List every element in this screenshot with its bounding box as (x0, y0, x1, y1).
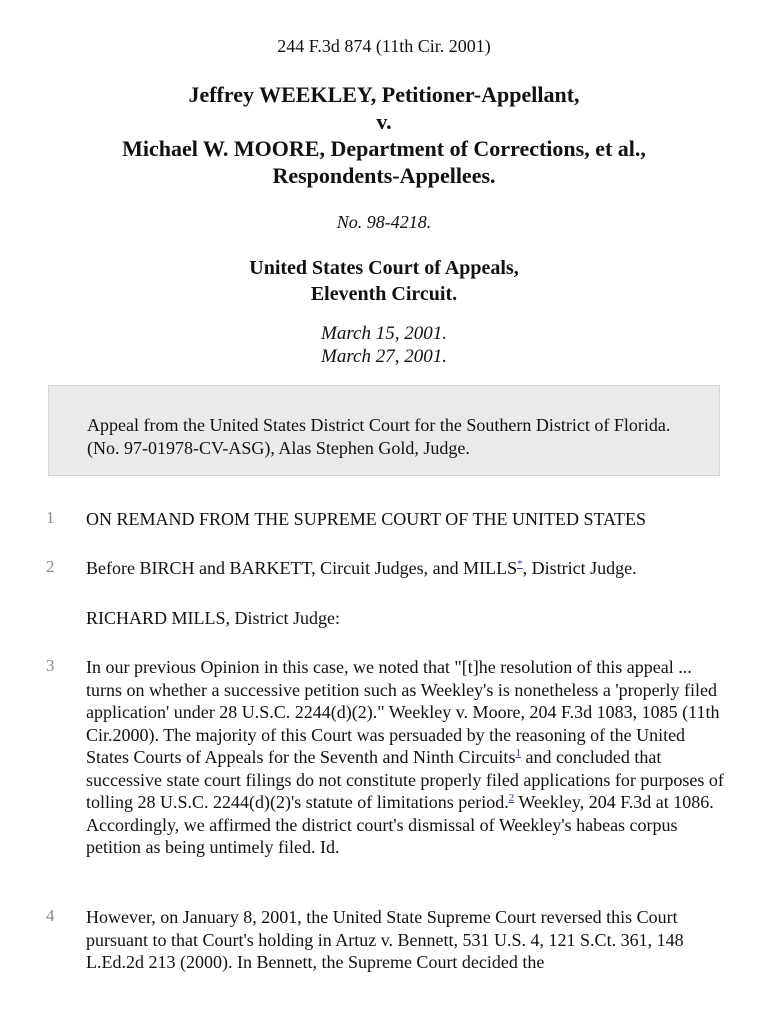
date-1: March 15, 2001. (321, 323, 447, 344)
court-line-2: Eleventh Circuit. (310, 283, 458, 305)
paragraph-3 (86, 656, 726, 859)
title-respondent-role: Respondents-Appellees. (272, 163, 496, 188)
paragraph-number-1: 1 (46, 508, 55, 527)
paragraph-2 (86, 557, 726, 580)
paragraph-2-text-before: Before BIRCH and BARKETT, Circuit Judges, and MILLS (86, 558, 518, 578)
title-respondent: Michael W. MOORE, Department of Corrections, et al., (122, 136, 646, 161)
title-petitioner: Jeffrey WEEKLEY, Petitioner-Appellant, (188, 82, 580, 107)
appeal-text: Appeal from the United States District Court for the Southern District of Florida. (No. 97-01978-CV-ASG), Alas Stephen Gold, Judge. (87, 415, 671, 458)
title-versus: v. (376, 109, 392, 134)
docket-number: No. 98-4218. (336, 212, 432, 232)
paragraph-1: ON REMAND FROM THE SUPREME COURT OF THE UNITED STATES (86, 509, 647, 529)
paragraph-4: However, on January 8, 2001, the United State Supreme Court reversed this Court pursuant to that Court's holding in Artuz v. Bennett, 531 U.S. 4, 121 S.Ct. 361, 148 L.Ed.2d 213 (2000). In Bennett, the Supreme Court decided the (86, 907, 684, 972)
paragraph-2-text-after: , District Judge. (522, 558, 637, 578)
footnote-link-2[interactable]: 2 (508, 792, 515, 804)
opinion-author: RICHARD MILLS, District Judge: (86, 608, 340, 628)
footnote-link-1[interactable]: 1 (515, 747, 521, 759)
footnote-link-star[interactable]: * (517, 558, 523, 570)
paragraph-number-3: 3 (46, 656, 55, 675)
paragraph-3-text-b: and concluded that successive state court filings do not constitute properly filed applications for purposes of tolling 28 U.S.C. 2244(d)(2)'s statute of limitations period. (86, 747, 724, 812)
court-name (0, 255, 768, 307)
appeal-info-box (48, 385, 720, 476)
paragraph-number-2: 2 (46, 557, 55, 576)
paragraph-3-text-a: In our previous Opinion in this case, we noted that "[t]he resolution of this appeal ... turns on whether a successive petition such as Weekley's is nonetheless a 'properly filed application' under 28 U.S.C. 2244(d)(2)." Weekley v. Moore, 204 F.3d 1083, 1085 (11th Cir.2000). The majority of this Court was persuaded by the reasoning of the United States Courts of Appeals for the Seventh and Ninth Circuits (86, 657, 720, 767)
court-line-1: United States Court of Appeals, (249, 257, 519, 279)
date-2: March 27, 2001. (321, 346, 447, 367)
case-citation: 244 F.3d 874 (11th Cir. 2001) (277, 36, 491, 56)
paragraph-number-4: 4 (46, 906, 55, 925)
paragraph-3-text-c: Weekley, 204 F.3d at 1086. Accordingly, we affirmed the district court's dismissal of Weekley's habeas corpus petition as being untimely filed. Id. (86, 792, 714, 857)
case-title (40, 81, 728, 189)
decision-dates (0, 322, 768, 368)
